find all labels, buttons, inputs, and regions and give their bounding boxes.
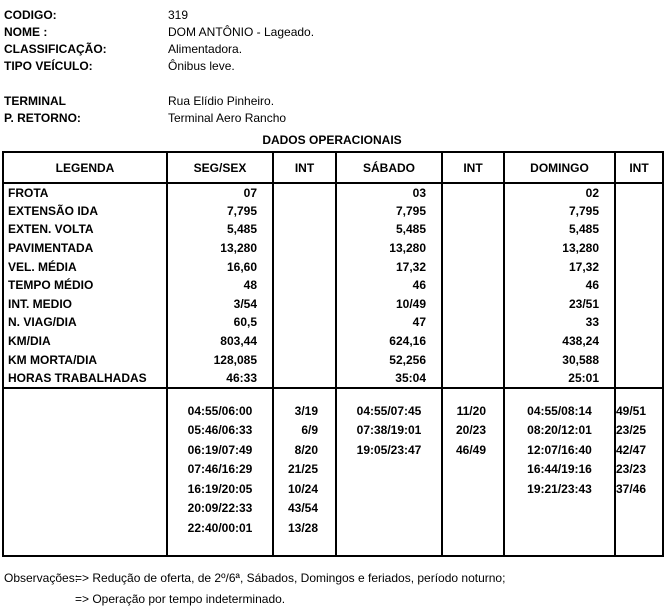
int-cell-empty (442, 313, 504, 332)
schedule-time: 07:38/19:01 (356, 423, 422, 438)
sabado-value: 13,280 (336, 239, 442, 258)
domingo-value: 17,32 (504, 257, 615, 276)
info-label: TERMINAL (4, 94, 66, 108)
int-cell-empty (615, 276, 663, 295)
int-cell-empty (442, 369, 504, 388)
column-header: INT (615, 152, 663, 183)
schedule-time: 12:07/16:40 (527, 442, 592, 457)
domingo-value: 02 (504, 183, 615, 202)
info-label: P. RETORNO: (4, 111, 81, 125)
int-cell-empty (442, 332, 504, 351)
operational-data-title: DADOS OPERACIONAIS (262, 133, 402, 147)
info-row (4, 7, 664, 24)
info-value: Ônibus leve. (168, 59, 235, 73)
sabado-value: 52,256 (336, 350, 442, 369)
schedule-interval: 6/9 (301, 423, 318, 438)
int-cell-empty (442, 295, 504, 314)
sabado-value: 46 (336, 276, 442, 295)
sabado-value: 47 (336, 313, 442, 332)
seg-sex-value: 803,44 (167, 332, 273, 351)
int-cell-empty (615, 202, 663, 221)
row-label: EXTEN. VOLTA (8, 222, 94, 237)
stats-row (3, 276, 663, 295)
schedule-interval: 13/28 (287, 520, 318, 535)
domingo-value: 438,24 (504, 332, 615, 351)
int-cell-empty (273, 369, 336, 388)
schedule-times-sabado (336, 388, 442, 556)
info-label: NOME : (4, 25, 48, 39)
row-label: INT. MEDIO (8, 296, 73, 311)
schedule-time: 19:05/23:47 (356, 442, 422, 457)
row-label: FROTA (8, 185, 49, 200)
info-row (4, 58, 664, 75)
schedule-interval: 3/19 (294, 403, 318, 418)
info-label: CLASSIFICAÇÃO: (4, 42, 107, 56)
seg-sex-value: 07 (167, 183, 273, 202)
info-value: Rua Elídio Pinheiro. (168, 94, 275, 108)
domingo-value: 33 (504, 313, 615, 332)
row-label: EXTENSÃO IDA (8, 203, 99, 218)
observations (4, 568, 664, 610)
operational-data-table (2, 151, 664, 557)
int-cell-empty (442, 202, 504, 221)
seg-sex-value: 16,60 (167, 257, 273, 276)
schedule-interval: 46/49 (455, 442, 486, 457)
stats-row (3, 350, 663, 369)
schedule-time: 06:19/07:49 (187, 442, 253, 457)
int-cell-empty (273, 202, 336, 221)
schedule-interval: 49/51 (616, 403, 647, 418)
int-cell-empty (615, 239, 663, 258)
schedule-intervals-seg_sex (273, 388, 336, 556)
schedule-time: 04:55/07:45 (356, 403, 422, 418)
schedule-time: 20:09/22:33 (187, 501, 253, 516)
info-row (4, 41, 664, 58)
schedule-intervals-domingo (615, 388, 663, 556)
domingo-value: 7,795 (504, 202, 615, 221)
int-cell-empty (615, 183, 663, 202)
stats-row (3, 257, 663, 276)
info-label: CODIGO: (4, 8, 57, 22)
info-value: DOM ANTÔNIO - Lageado. (168, 25, 315, 39)
int-cell-empty (273, 350, 336, 369)
stats-row (3, 369, 663, 388)
schedule-time: 19:21/23:43 (527, 481, 592, 496)
stats-row (3, 295, 663, 314)
sabado-value: 7,795 (336, 202, 442, 221)
domingo-value: 13,280 (504, 239, 615, 258)
schedule-interval: 37/46 (616, 481, 647, 496)
schedule-interval: 43/54 (287, 501, 318, 516)
route-terminal-group (4, 93, 664, 127)
observation-line: => Operação por tempo indeterminado. (75, 591, 286, 606)
row-label: HORAS TRABALHADAS (8, 370, 147, 385)
column-header: DOMINGO (504, 152, 615, 183)
table-head (3, 152, 663, 183)
schedule-time: 08:20/12:01 (527, 423, 592, 438)
int-cell-empty (442, 239, 504, 258)
row-label: VEL. MÉDIA (8, 259, 77, 274)
schedule-interval: 23/25 (616, 423, 647, 438)
column-header: INT (273, 152, 336, 183)
sabado-value: 35:04 (336, 369, 442, 388)
stats-section (3, 183, 663, 388)
schedule-time: 04:55/06:00 (187, 403, 253, 418)
int-cell-empty (273, 276, 336, 295)
row-label: N. VIAG/DIA (8, 315, 77, 330)
int-cell-empty (273, 257, 336, 276)
column-header: LEGENDA (3, 152, 167, 183)
domingo-value: 25:01 (504, 369, 615, 388)
schedule-time: 22:40/00:01 (187, 520, 253, 535)
schedule-interval: 42/47 (616, 442, 647, 457)
int-cell-empty (615, 257, 663, 276)
int-cell-empty (615, 332, 663, 351)
schedule-times-seg_sex (167, 388, 273, 556)
info-label: TIPO VEÍCULO: (4, 59, 93, 73)
int-cell-empty (273, 313, 336, 332)
table-header-row (3, 152, 663, 183)
row-label: KM MORTA/DIA (8, 352, 98, 367)
stats-row (3, 332, 663, 351)
observation-line: => Redução de oferta, de 2º/6ª, Sábados, Domingos e feriados, período noturno; (75, 570, 506, 585)
stats-row (3, 183, 663, 202)
int-cell-empty (273, 183, 336, 202)
schedule-time: 16:19/20:05 (187, 481, 253, 496)
int-cell-empty (442, 220, 504, 239)
info-value: Terminal Aero Rancho (168, 111, 287, 125)
schedule-intervals-sabado (442, 388, 504, 556)
schedule-section (3, 388, 663, 556)
sabado-value: 03 (336, 183, 442, 202)
seg-sex-value: 7,795 (167, 202, 273, 221)
schedule-row (3, 388, 663, 556)
int-cell-empty (273, 220, 336, 239)
seg-sex-value: 3/54 (167, 295, 273, 314)
info-row (4, 110, 664, 127)
route-identification-group (4, 7, 664, 75)
int-cell-empty (615, 350, 663, 369)
schedule-interval: 21/25 (287, 462, 318, 477)
int-cell-empty (442, 350, 504, 369)
schedule-times-domingo (504, 388, 615, 556)
int-cell-empty (615, 295, 663, 314)
stats-row (3, 313, 663, 332)
seg-sex-value: 46:33 (167, 369, 273, 388)
stats-row (3, 202, 663, 221)
info-row (4, 93, 664, 110)
seg-sex-value: 5,485 (167, 220, 273, 239)
row-label: PAVIMENTADA (8, 241, 94, 256)
column-header: INT (442, 152, 504, 183)
schedule-empty-cell (3, 388, 167, 556)
int-cell-empty (615, 313, 663, 332)
int-cell-empty (442, 276, 504, 295)
int-cell-empty (442, 257, 504, 276)
observations-label: Observações: (4, 570, 79, 585)
int-cell-empty (273, 239, 336, 258)
sabado-value: 5,485 (336, 220, 442, 239)
int-cell-empty (615, 369, 663, 388)
info-value: Alimentadora. (168, 42, 243, 56)
seg-sex-value: 48 (167, 276, 273, 295)
schedule-time: 04:55/08:14 (527, 403, 592, 418)
schedule-time: 07:46/16:29 (187, 462, 253, 477)
column-header: SÁBADO (336, 152, 442, 183)
domingo-value: 5,485 (504, 220, 615, 239)
column-header: SEG/SEX (167, 152, 273, 183)
info-row (4, 24, 664, 41)
domingo-value: 46 (504, 276, 615, 295)
seg-sex-value: 13,280 (167, 239, 273, 258)
stats-row (3, 239, 663, 258)
int-cell-empty (273, 295, 336, 314)
sabado-value: 10/49 (336, 295, 442, 314)
domingo-value: 23/51 (504, 295, 615, 314)
route-info-section (0, 0, 664, 127)
int-cell-empty (273, 332, 336, 351)
stats-row (3, 220, 663, 239)
schedule-interval: 10/24 (287, 481, 318, 496)
int-cell-empty (615, 220, 663, 239)
int-cell-empty (442, 183, 504, 202)
sabado-value: 17,32 (336, 257, 442, 276)
sabado-value: 624,16 (336, 332, 442, 351)
seg-sex-value: 128,085 (167, 350, 273, 369)
schedule-interval: 8/20 (294, 442, 318, 457)
row-label: TEMPO MÉDIO (8, 278, 94, 293)
seg-sex-value: 60,5 (167, 313, 273, 332)
info-value: 319 (168, 8, 189, 22)
schedule-time: 05:46/06:33 (187, 423, 253, 438)
observation-lines (75, 568, 505, 610)
schedule-interval: 11/20 (456, 403, 486, 418)
schedule-interval: 23/23 (616, 462, 647, 477)
schedule-time: 16:44/19:16 (527, 462, 592, 477)
row-label: KM/DIA (8, 334, 51, 349)
schedule-interval: 20/23 (455, 423, 486, 438)
domingo-value: 30,588 (504, 350, 615, 369)
